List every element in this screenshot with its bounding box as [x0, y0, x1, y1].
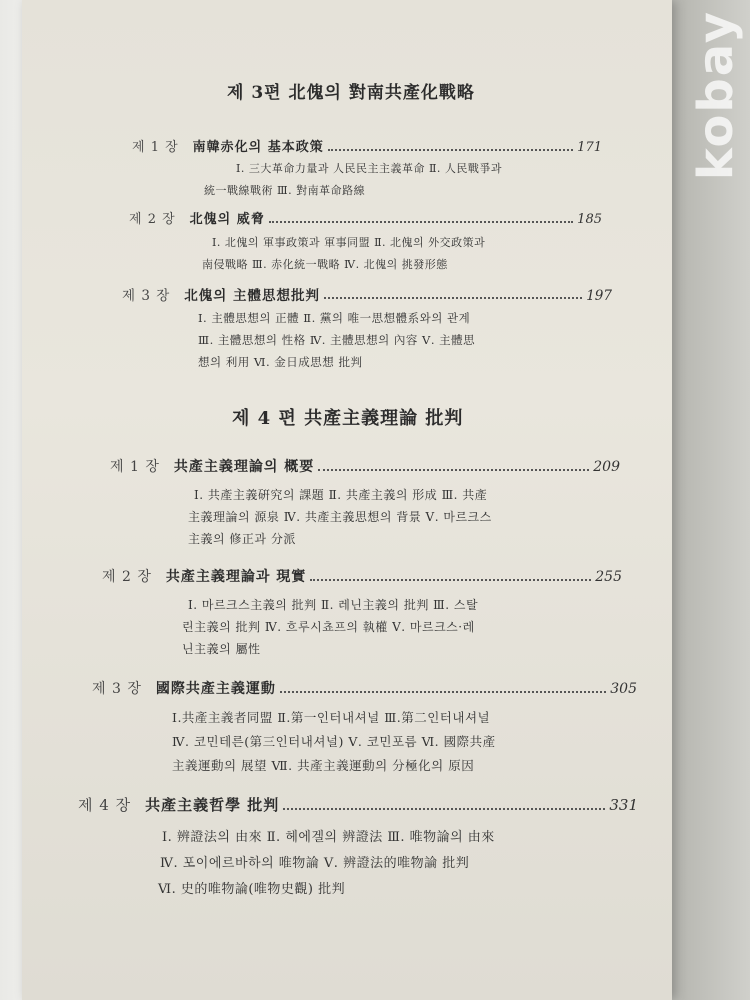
toc-entry [132, 136, 602, 155]
section-list-line: Ⅳ. 포이에르바하의 唯物論 Ⅴ. 辨證法的唯物論 批判 [160, 856, 470, 871]
book-page [22, 0, 672, 1000]
section-list-line: 主義理論의 源泉 Ⅳ. 共產主義思想의 背景 Ⅴ. 마르크스 [188, 510, 492, 524]
section-list-line: 린主義의 批判 Ⅳ. 흐루시쵸프의 執權 Ⅴ. 마르크스·레 [182, 620, 475, 634]
page-number: 197 [586, 288, 612, 304]
toc-entry [122, 284, 612, 304]
toc-entry [102, 566, 622, 586]
section-list-line: 想의 利用 Ⅵ. 金日成思想 批判 [198, 355, 363, 369]
section-list-line: 主義의 修正과 分派 [188, 532, 296, 546]
page-number: 209 [593, 459, 620, 475]
chapter-title: 南韓赤化의 基本政策 [192, 140, 324, 155]
chapter-number: 제 2 장 [102, 569, 152, 585]
page-number: 185 [577, 212, 602, 227]
toc-entry [129, 208, 602, 227]
leader-dots [324, 297, 582, 299]
toc-entry [110, 456, 620, 476]
chapter-number: 제 1 장 [110, 459, 160, 475]
leader-dots [318, 469, 589, 471]
chapter-number: 제 4 장 [78, 796, 132, 814]
section-list-line: Ⅰ. 共產主義硏究의 課題 Ⅱ. 共產主義의 形成 Ⅲ. 共產 [194, 488, 488, 502]
section-list-line: Ⅰ. 北傀의 軍事政策과 軍事同盟 Ⅱ. 北傀의 外交政策과 [212, 236, 486, 249]
toc-entry [78, 794, 638, 815]
section-list-line: Ⅰ. 三大革命力量과 人民民主主義革命 Ⅱ. 人民戰爭과 [236, 162, 503, 175]
chapter-title: 共產主義哲學 批判 [145, 796, 280, 814]
chapter-number: 제 1 장 [132, 140, 179, 155]
chapter-number: 제 2 장 [129, 212, 176, 227]
leader-dots [310, 579, 591, 581]
leader-dots [283, 808, 605, 810]
chapter-title: 北傀의 主體思想批判 [184, 288, 321, 304]
page-number: 305 [610, 681, 637, 697]
page-number: 331 [609, 796, 638, 814]
leader-dots [269, 221, 573, 223]
section-list-line: Ⅲ. 主體思想의 性格 Ⅳ. 主體思想의 內容 Ⅴ. 主體思 [198, 333, 476, 347]
chapter-title: 共產主義理論과 現實 [165, 569, 307, 585]
section-list-line: 닌主義의 屬性 [182, 642, 261, 656]
section-list-line: Ⅵ. 史的唯物論(唯物史觀) 批判 [158, 882, 346, 897]
leader-dots [280, 691, 606, 693]
section-list-line: Ⅰ. 마르크스主義의 批判 Ⅱ. 레닌主義의 批判 Ⅲ. 스탈 [188, 598, 479, 612]
chapter-title: 共產主義理論의 概要 [173, 459, 315, 475]
part-3-title: 제 3편 北傀의 對南共產化戰略 [227, 83, 475, 103]
chapter-number: 제 3 장 [122, 288, 171, 304]
section-list-line: Ⅳ. 코민테른(第三인터내셔널) Ⅴ. 코민포름 Ⅵ. 國際共產 [172, 734, 496, 749]
section-list-line: 南侵戰略 Ⅲ. 赤化統一戰略 Ⅳ. 北傀의 挑發形態 [202, 258, 448, 271]
watermark: kobay [688, 10, 744, 181]
page-number: 171 [577, 140, 602, 155]
toc-entry [92, 678, 637, 698]
section-list-line: Ⅰ. 主體思想의 正體 Ⅱ. 黨의 唯一思想體系와의 관계 [198, 311, 471, 325]
section-list-line: Ⅰ. 辨證法의 由來 Ⅱ. 헤에겔의 辨證法 Ⅲ. 唯物論의 由來 [162, 830, 495, 845]
leader-dots [328, 149, 573, 151]
section-list-line: 統一戰線戰術 Ⅲ. 對南革命路線 [204, 184, 366, 197]
section-list-line: Ⅰ.共產主義者同盟 Ⅱ.第一인터내셔널 Ⅲ.第二인터내셔널 [172, 710, 491, 725]
part-4-title: 제 4 편 共產主義理論 批判 [232, 408, 464, 429]
chapter-title: 國際共產主義運動 [155, 681, 276, 697]
page-number: 255 [595, 569, 622, 585]
chapter-title: 北傀의 威脅 [189, 212, 265, 227]
chapter-number: 제 3 장 [92, 681, 142, 697]
section-list-line: 主義運動의 展望 Ⅶ. 共產主義運動의 分極化의 原因 [172, 758, 475, 773]
